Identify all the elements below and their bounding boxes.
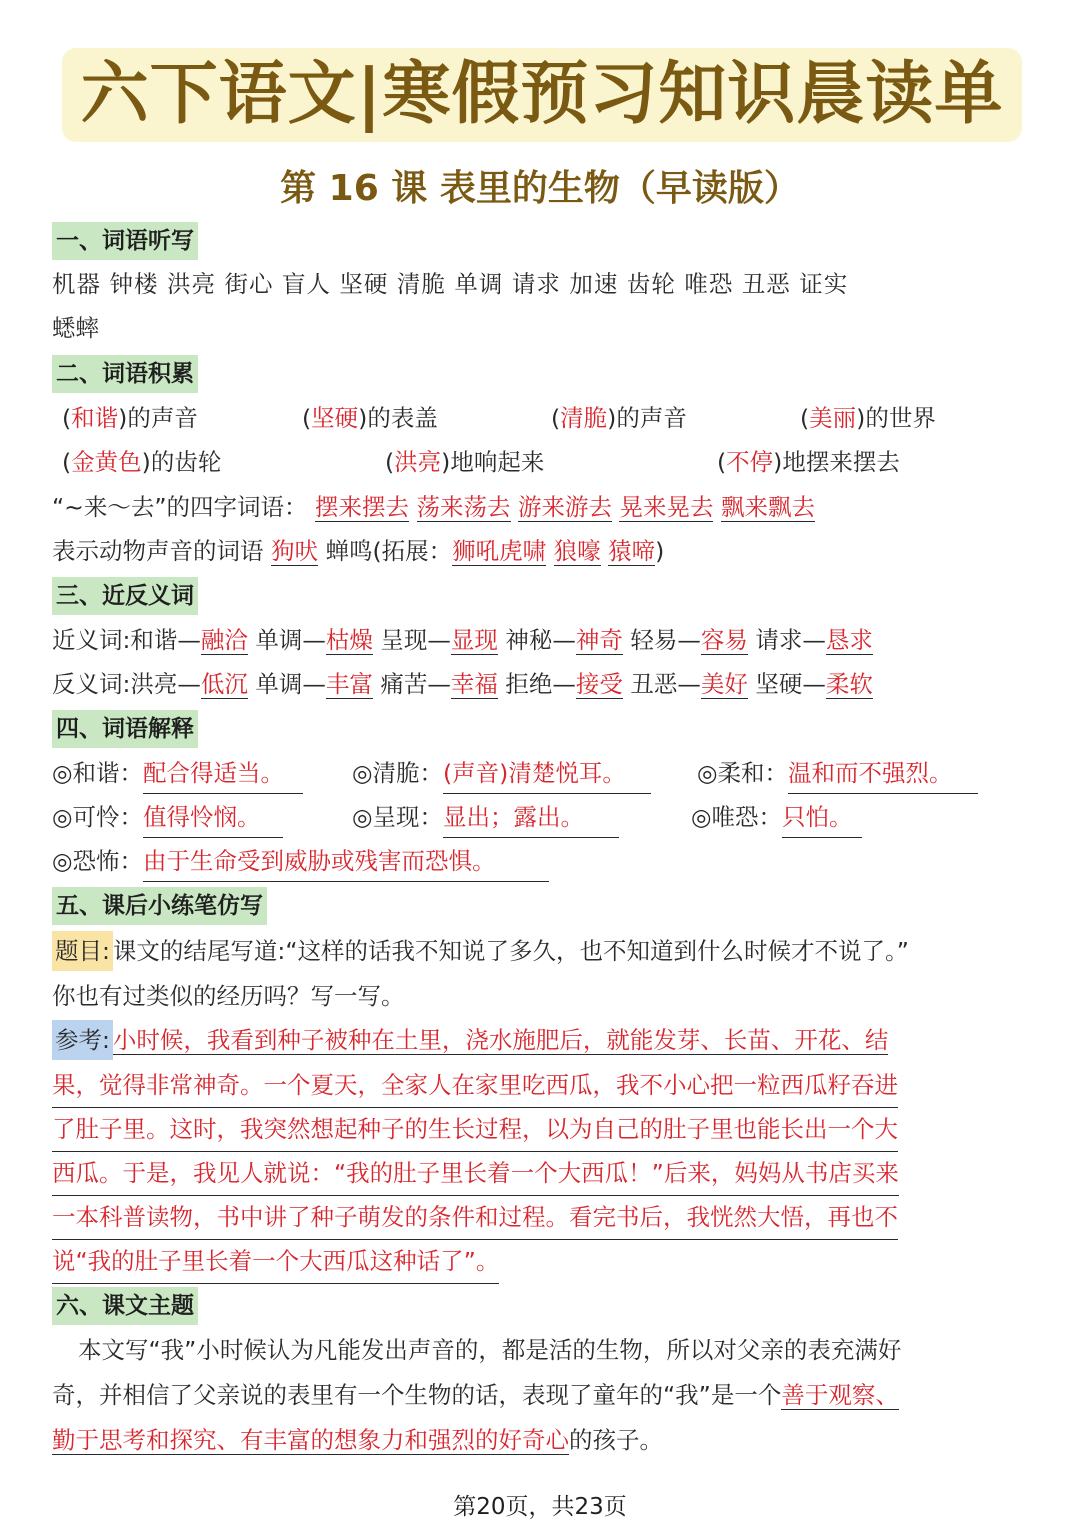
theme-line3: 勤于思考和探究、有丰富的想象力和强烈的好奇心的孩子。	[52, 1426, 663, 1454]
dictation-words-line1	[52, 264, 848, 304]
animal-sound-extension-label: 蝉鸣(拓展：	[325, 537, 453, 565]
page-number: 第20页，共23页	[453, 1494, 627, 1520]
synonyms-row: 近义词:和谐—融洽 单调—枯燥 呈现—显现 神秘—神奇 轻易—容易 请求—恳求	[52, 626, 873, 654]
four-char-word: 飘来飘去	[720, 493, 815, 521]
dictation-word: 清脆	[396, 270, 446, 298]
definition-item: ◎呈现：显出；露出。	[352, 797, 619, 837]
reference-line1: 参考: 小时候，我看到种子被种在土里，浇水施肥后，就能发芽、长苗、开花、结	[52, 1020, 888, 1060]
phrase-item: (洪亮)地响起来	[385, 448, 545, 476]
definition-item: ◎清脆：(声音)清楚悦耳。	[352, 753, 651, 793]
animal-sound-word: 狗吠	[270, 537, 318, 565]
section-heading-definitions: 四、词语解释	[52, 710, 198, 748]
reference-tag: 参考:	[52, 1020, 113, 1060]
reference-line: 了肚子里。这时，我突然想起种子的生长过程，以为自己的肚子里也能长出一个大	[52, 1107, 898, 1152]
dictation-word: 唯恐	[684, 270, 734, 298]
phrase-item: (美丽)的世界	[800, 404, 936, 432]
definition-item: ◎恐怖：由于生命受到威胁或残害而恐惧。	[52, 841, 549, 881]
four-char-word: 摆来摆去	[315, 493, 410, 521]
phrase-item: (和谐)的声音	[62, 404, 198, 432]
dictation-word: 加速	[569, 270, 619, 298]
synonyms-label: 近义词:	[52, 626, 131, 654]
topic-line2: 你也有过类似的经历吗？写一写。	[52, 982, 405, 1010]
dictation-word: 单调	[454, 270, 504, 298]
dictation-word: 街心	[224, 270, 274, 298]
animal-sounds-label: 表示动物声音的词语	[52, 537, 264, 565]
four-char-word: 晃来晃去	[619, 493, 714, 521]
page-title: 六下语文|寒假预习知识晨读单	[80, 55, 1004, 134]
reference-line: 一本科普读物，书中讲了种子萌发的条件和过程。看完书后，我恍然大悟，再也不	[52, 1195, 898, 1240]
four-char-label: “~来～去”的四字词语：	[52, 493, 308, 521]
phrase-item: (清脆)的声音	[551, 404, 687, 432]
dictation-word: 证实	[799, 270, 849, 298]
dictation-word: 齿轮	[626, 270, 676, 298]
phrase-item: (坚硬)的表盖	[302, 404, 438, 432]
definition-item: ◎柔和：温和而不强烈。	[697, 753, 978, 793]
phrase-item: (金黄色)的齿轮	[62, 448, 222, 476]
animal-sound-word: 狼嚎	[553, 537, 601, 565]
definition-item: ◎和谐：配合得适当。	[52, 753, 303, 793]
definition-item: ◎唯恐：只怕。	[691, 797, 862, 837]
antonyms-label: 反义词:	[52, 670, 131, 698]
section-heading-accumulation: 二、词语积累	[52, 355, 198, 393]
theme-line2: 奇，并相信了父亲说的表里有一个生物的话，表现了童年的“我”是一个善于观察、	[52, 1381, 899, 1409]
dictation-word: 盲人	[281, 270, 331, 298]
dictation-word: 丑恶	[741, 270, 791, 298]
lesson-subtitle: 第 16 课 表里的生物（早读版）	[280, 168, 800, 209]
section-heading-writing-practice: 五、课后小练笔仿写	[52, 887, 267, 925]
topic-tag: 题目:	[52, 931, 113, 971]
phrase-item: (不停)地摆来摆去	[717, 448, 900, 476]
antonyms-row: 反义词:洪亮—低沉 单调—丰富 痛苦—幸福 拒绝—接受 丑恶—美好 坚硬—柔软	[52, 670, 873, 698]
dictation-word: 坚硬	[339, 270, 389, 298]
four-char-word: 荡来荡去	[416, 493, 511, 521]
theme-line1: 本文写“我”小时候认为凡能发出声音的，都是活的生物，所以对父亲的表充满好	[78, 1336, 902, 1364]
four-char-words-row	[52, 487, 815, 527]
reference-line: 西瓜。于是，我见人就说：“我的肚子里长着一个大西瓜！”后来，妈妈从书店买来	[52, 1151, 899, 1196]
reference-line: 果，觉得非常神奇。一个夏天，全家人在家里吃西瓜，我不小心把一粒西瓜籽吞进	[52, 1063, 898, 1108]
dictation-word: 洪亮	[166, 270, 216, 298]
four-char-word: 游来游去	[518, 493, 612, 521]
dictation-word: 机器	[52, 270, 101, 298]
animal-sounds-row: 表示动物声音的词语 狗吠 蝉鸣(拓展：狮吼虎啸 狼嚎 猿啼)	[52, 537, 665, 565]
section-heading-synonyms-antonyms: 三、近反义词	[52, 577, 198, 615]
section-heading-dictation: 一、词语听写	[52, 222, 198, 260]
reference-line: 说“我的肚子里长着一个大西瓜这种话了”。	[52, 1239, 499, 1284]
dictation-word: 钟楼	[109, 270, 159, 298]
animal-sound-word: 猿啼	[608, 537, 656, 565]
dictation-words-line2: 蟋蟀	[52, 314, 99, 342]
definition-item: ◎可怜：值得怜悯。	[52, 797, 283, 837]
dictation-word: 请求	[511, 270, 561, 298]
section-heading-theme: 六、课文主题	[52, 1287, 198, 1325]
animal-sound-word: 狮吼虎啸	[452, 537, 547, 565]
topic-line1: 题目: 课文的结尾写道:“这样的话我不知说了多久，也不知道到什么时候才不说了。”	[52, 931, 909, 971]
